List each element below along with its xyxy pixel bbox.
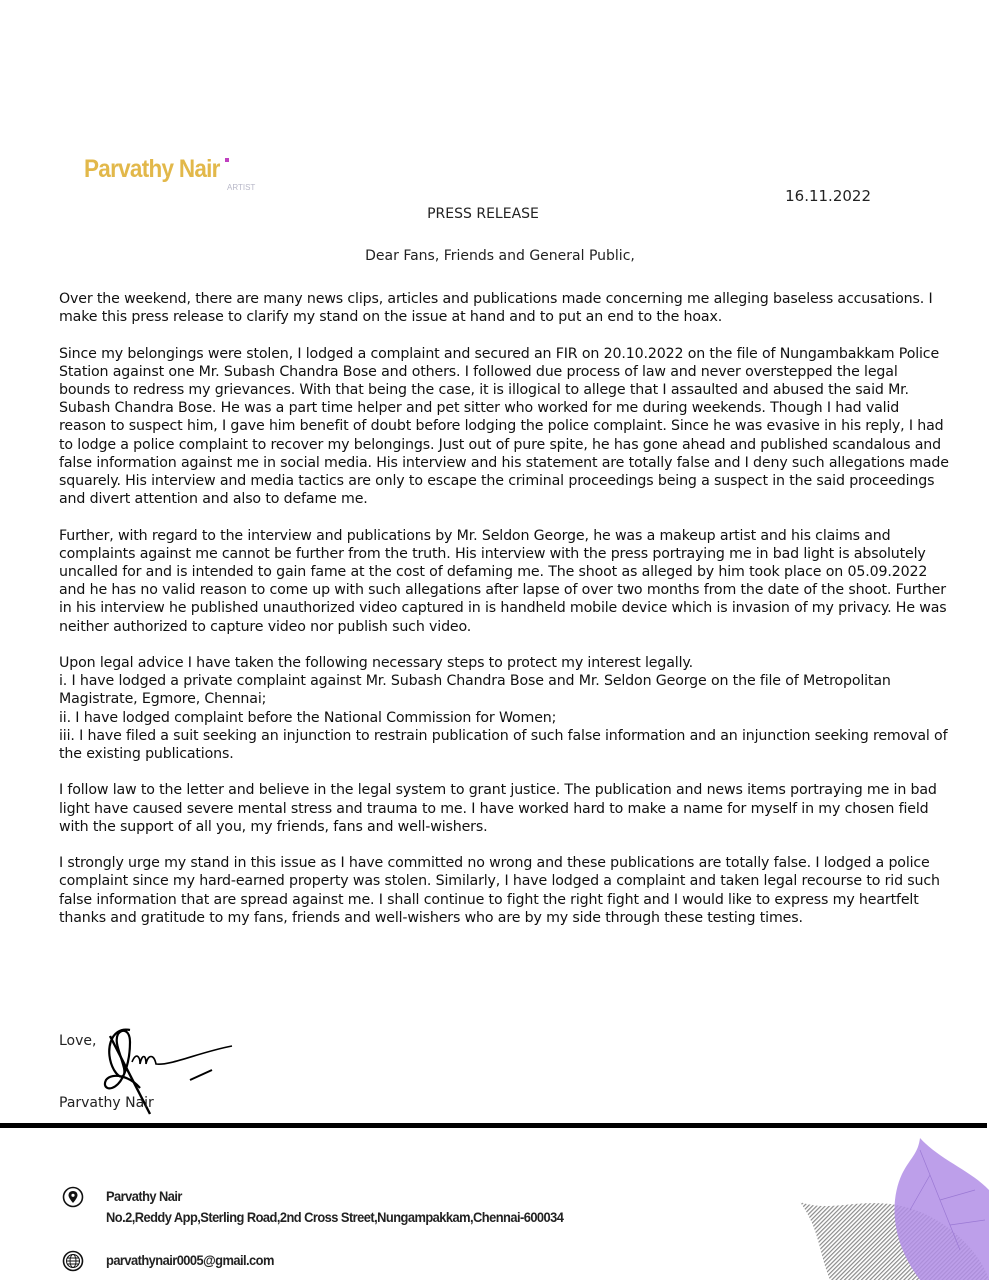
legal-step-item: iii. I have filed a suit seeking an injunction to restrain publication of such false information and an injunction seeking removal of the existing publications. <box>59 727 948 763</box>
footer-address <box>62 1186 603 1228</box>
paragraph-justice: I follow law to the letter and believe in the legal system to grant justice. The publication and news items portraying me in bad light have caused severe mental stress and trauma to me. I have worked hard to make a name for myself in my chosen field with the support of all you, my friends, fans and well-wishers. <box>59 782 937 835</box>
paragraph-fir: Since my belongings were stolen, I lodged a complaint and secured an FIR on 20.10.2022 on the file of Nungambakkam Police Station against one Mr. Subash Chandra Bose and others. I followed due process of law and never overstepped the legal bounds to redress my grievances. With that being the case, it is illogical to allege that I assaulted and abused the said Mr. Subash Chandra Bose. He was a part time helper and pet sitter who worked for me during weekends. Though I had valid reason to suspect him, I gave him benefit of doubt before lodging the police complaint. Since he was evasive in his reply, I had to lodge a police complaint to recover my belongings. Just out of pure spite, he has gone ahead and published scandalous and false information against me in social media. His interview and his statement are totally false and I deny such allegations made squarely. His interview and media tactics are only to escape the criminal proceedings being a suspect in the said proceedings and divert attention and also to defame me. <box>59 345 949 508</box>
footer-divider <box>0 1123 987 1128</box>
letterhead-logo <box>84 155 256 192</box>
legal-steps <box>59 654 949 763</box>
paragraph-gratitude: I strongly urge my stand in this issue as I have committed no wrong and these publications are totally false. I lodged a police complaint since my hard-earned property was stolen. Similarly, I have lodged a complaint and taken legal recourse to rid such false information that are spread against me. I shall continue to fight the right fight and I would like to express my heartfelt thanks and gratitude to my fans, friends and well-wishers who are by my side through these testing times. <box>59 855 940 926</box>
legal-step-item: ii. I have lodged complaint before the National Commission for Women; <box>59 709 557 726</box>
footer-name: Parvathy Nair <box>106 1188 182 1204</box>
document-body <box>59 290 949 945</box>
footer-address-line: No.2,Reddy App,Sterling Road,2nd Cross Street,Nungampakkam,Chennai-600034 <box>106 1209 564 1225</box>
document-title: PRESS RELEASE <box>427 206 539 222</box>
footer-email-row <box>62 1250 288 1272</box>
logo-accent-dot <box>225 158 229 162</box>
paragraph-seldon: Further, with regard to the interview and publications by Mr. Seldon George, he was a makeup artist and his claims and complaints against me cannot be further from the truth. His interview with the press portraying me in bad light is absolutely uncalled for and is intended to gain fame at the cost of defaming me. The shoot as alleged by him took place on 05.09.2022 and he has no valid reason to come up with such allegations after lapse of over two months from the date of the shoot. Further in his interview he published unauthorized video captured in is handheld mobile device which is invasion of my privacy. He was neither authorized to capture video nor publish such video. <box>59 527 947 635</box>
globe-icon <box>62 1250 84 1272</box>
document-date: 16.11.2022 <box>785 187 871 205</box>
signatory-name: Parvathy Nair <box>59 1095 154 1111</box>
salutation: Dear Fans, Friends and General Public, <box>365 248 635 264</box>
decorative-leaf-icon <box>790 1130 989 1280</box>
paragraph-intro: Over the weekend, there are many news clips, articles and publications made concerning me alleging baseless accusations. I make this press release to clarify my stand on the issue at hand and to put an end to the hoax. <box>59 291 933 326</box>
logo-subtitle: ARTIST <box>227 183 256 192</box>
legal-steps-intro: Upon legal advice I have taken the following necessary steps to protect my interest legally. <box>59 655 693 672</box>
closing-line: Love, <box>59 1033 97 1049</box>
location-pin-icon <box>62 1186 84 1208</box>
footer-email[interactable]: parvathynair0005@gmail.com <box>106 1252 274 1268</box>
legal-step-item: i. I have lodged a private complaint against Mr. Subash Chandra Bose and Mr. Seldon George on the file of Metropolitan Magistrate, Egmore, Chennai; <box>59 673 891 708</box>
logo-name: Parvathy Nair <box>84 155 220 183</box>
